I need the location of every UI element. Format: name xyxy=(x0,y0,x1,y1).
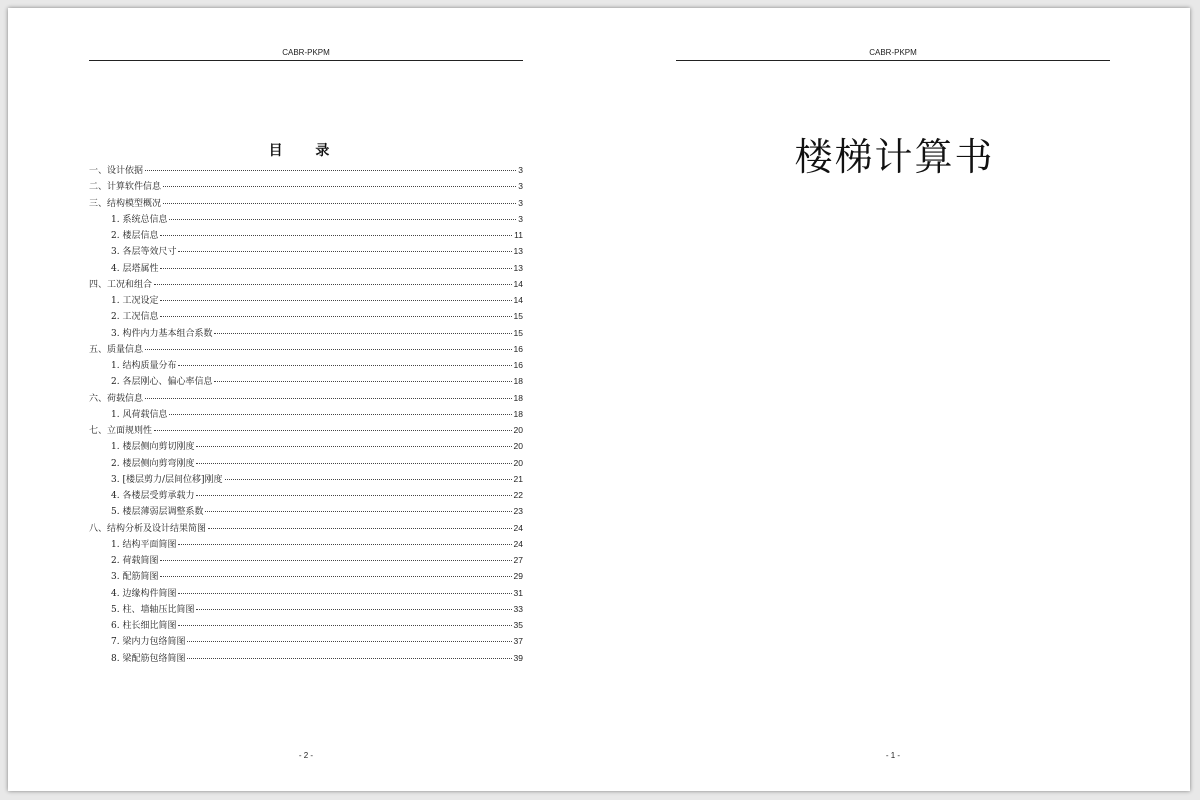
toc-entry[interactable] xyxy=(89,537,523,553)
toc-entry[interactable] xyxy=(89,342,523,358)
toc-entry-label: 2. 楼层侧向剪弯刚度 xyxy=(111,458,195,469)
toc-dot-leader xyxy=(160,300,511,301)
toc-entry-label: 1. 系统总信息 xyxy=(111,214,168,225)
toc-entry-label: 六、荷载信息 xyxy=(89,393,144,404)
toc-entry-page: 3 xyxy=(518,165,523,175)
page-number: - 2 - xyxy=(298,751,314,760)
toc-dot-leader xyxy=(154,430,512,431)
toc-dot-leader xyxy=(160,268,511,269)
toc-dot-leader xyxy=(178,365,511,366)
toc-entry[interactable] xyxy=(89,488,523,504)
toc-entry-page: 3 xyxy=(518,181,523,192)
toc-dot-leader xyxy=(154,284,512,285)
toc-entry[interactable] xyxy=(89,196,523,212)
page-header: CABR-PKPM xyxy=(676,48,1110,61)
toc-entry-label: 4. 各楼层受剪承载力 xyxy=(111,491,195,501)
toc-entry[interactable] xyxy=(89,179,523,195)
page-number: - 1 - xyxy=(885,751,901,760)
toc-entry-page: 21 xyxy=(513,473,523,484)
toc-dot-leader xyxy=(196,609,511,610)
toc-entry-label: 1. 工况设定 xyxy=(111,296,159,306)
toc-dot-leader xyxy=(163,186,516,187)
toc-entry[interactable] xyxy=(89,326,523,342)
toc-entry[interactable] xyxy=(89,504,523,520)
toc-entry[interactable] xyxy=(89,521,523,537)
toc-entry-page: 3 xyxy=(518,213,523,224)
toc-entry-page: 29 xyxy=(513,571,523,582)
toc-entry-page: 3 xyxy=(518,197,523,208)
toc-entry-page: 15 xyxy=(513,327,523,338)
toc-entry[interactable] xyxy=(89,374,523,390)
toc-dot-leader xyxy=(187,658,511,659)
toc-entry[interactable] xyxy=(89,423,523,439)
toc-entry-page: 31 xyxy=(513,587,523,598)
toc-entry-label: 4. 层塔属性 xyxy=(111,263,159,274)
toc-entry-label: 6. 柱长细比简图 xyxy=(111,621,177,631)
toc-entry-label: 7. 梁内力包络简图 xyxy=(111,637,186,648)
toc-entry[interactable] xyxy=(89,212,523,228)
toc-entry[interactable] xyxy=(89,618,523,634)
toc-entry-label: 2. 荷载简图 xyxy=(111,556,159,566)
toc-entry-label: 2. 楼层信息 xyxy=(111,231,159,241)
toc-entry[interactable] xyxy=(89,407,523,423)
toc-entry-label: 5. 柱、墙轴压比简图 xyxy=(111,604,195,615)
document-title: 楼梯计算书 xyxy=(794,135,995,179)
toc-dot-leader xyxy=(178,544,511,545)
toc-entry-label: 二、计算软件信息 xyxy=(89,182,162,193)
toc-dot-leader xyxy=(196,463,511,464)
toc-entry-label: 四、工况和组合 xyxy=(89,279,153,290)
toc-entry-page: 14 xyxy=(513,278,523,289)
toc-entry[interactable] xyxy=(89,602,523,618)
toc-entry-page: 33 xyxy=(513,603,523,614)
toc-dot-leader xyxy=(178,625,511,626)
toc-dot-leader xyxy=(169,414,511,415)
page-header: CABR-PKPM xyxy=(89,48,523,61)
toc-entry-label: 3. 配筋简图 xyxy=(111,572,159,583)
toc-entry-label: 1. 楼层侧向剪切刚度 xyxy=(111,442,195,453)
toc-entry[interactable] xyxy=(89,472,523,488)
toc-dot-leader xyxy=(163,203,516,204)
toc-entry-page: 20 xyxy=(513,425,523,435)
toc-entry-page: 24 xyxy=(513,522,523,533)
toc-entry-page: 22 xyxy=(513,490,523,500)
cover-page xyxy=(599,8,1190,791)
toc-title: 目 录 xyxy=(268,143,344,159)
toc-entry-label: 3. [楼层剪力/层间位移]刚度 xyxy=(111,474,223,485)
toc-page xyxy=(8,8,599,791)
toc-dot-leader xyxy=(145,170,516,171)
toc-dot-leader xyxy=(145,398,512,399)
toc-entry[interactable] xyxy=(89,634,523,650)
toc-entry-label: 3. 各层等效尺寸 xyxy=(111,247,177,258)
toc-dot-leader xyxy=(178,251,511,252)
toc-entry-page: 39 xyxy=(513,652,523,663)
toc-entry-label: 1. 结构平面简图 xyxy=(111,539,177,550)
toc-entry-page: 15 xyxy=(513,311,523,322)
table-of-contents xyxy=(89,163,523,667)
toc-entry-label: 5. 楼层薄弱层调整系数 xyxy=(111,507,204,518)
toc-entry[interactable] xyxy=(89,651,523,667)
toc-entry-page: 13 xyxy=(513,262,523,273)
toc-entry-label: 1. 结构质量分布 xyxy=(111,361,177,371)
toc-entry-page: 37 xyxy=(513,636,523,647)
toc-entry-label: 三、结构模型概况 xyxy=(89,198,162,209)
toc-entry[interactable] xyxy=(89,244,523,260)
toc-entry[interactable] xyxy=(89,456,523,472)
toc-dot-leader xyxy=(160,576,511,577)
document-spread xyxy=(8,8,1190,791)
toc-dot-leader xyxy=(214,381,511,382)
toc-entry-label: 八、结构分析及设计结果简图 xyxy=(89,523,207,534)
toc-dot-leader xyxy=(214,333,511,334)
toc-dot-leader xyxy=(160,316,511,317)
toc-entry[interactable] xyxy=(89,163,523,179)
toc-entry-label: 五、质量信息 xyxy=(89,344,144,355)
toc-entry-page: 13 xyxy=(513,246,523,257)
toc-entry-page: 18 xyxy=(513,408,523,419)
toc-entry[interactable] xyxy=(89,309,523,325)
toc-entry[interactable] xyxy=(89,293,523,309)
toc-entry-label: 一、设计依据 xyxy=(89,166,144,176)
toc-entry-page: 16 xyxy=(513,343,523,354)
toc-dot-leader xyxy=(178,593,511,594)
toc-entry-label: 1. 风荷载信息 xyxy=(111,409,168,420)
toc-dot-leader xyxy=(145,349,512,350)
toc-entry[interactable] xyxy=(89,439,523,455)
toc-dot-leader xyxy=(196,495,511,496)
toc-entry[interactable] xyxy=(89,553,523,569)
toc-entry-page: 18 xyxy=(513,376,523,387)
toc-entry-page: 23 xyxy=(513,506,523,517)
toc-entry-label: 3. 构件内力基本组合系数 xyxy=(111,328,213,339)
toc-entry[interactable] xyxy=(89,261,523,277)
toc-entry-page: 20 xyxy=(513,441,523,452)
toc-dot-leader xyxy=(208,528,512,529)
toc-dot-leader xyxy=(187,641,511,642)
toc-entry-page: 11 xyxy=(514,230,523,240)
toc-entry[interactable] xyxy=(89,391,523,407)
toc-entry-label: 2. 各层刚心、偏心率信息 xyxy=(111,377,213,388)
toc-dot-leader xyxy=(196,446,511,447)
toc-entry-page: 14 xyxy=(513,295,523,305)
toc-entry-page: 16 xyxy=(513,360,523,370)
toc-entry[interactable] xyxy=(89,586,523,602)
toc-entry[interactable] xyxy=(89,569,523,585)
toc-entry-page: 24 xyxy=(513,538,523,549)
toc-dot-leader xyxy=(169,219,516,220)
toc-entry-page: 35 xyxy=(513,620,523,630)
toc-entry-label: 8. 梁配筋包络简图 xyxy=(111,653,186,664)
toc-entry[interactable] xyxy=(89,228,523,244)
toc-entry[interactable] xyxy=(89,277,523,293)
toc-entry-label: 2. 工况信息 xyxy=(111,312,159,323)
toc-dot-leader xyxy=(160,560,511,561)
toc-dot-leader xyxy=(205,511,511,512)
toc-entry-page: 27 xyxy=(513,555,523,565)
toc-dot-leader xyxy=(160,235,512,236)
toc-entry-page: 18 xyxy=(513,392,523,403)
toc-entry-label: 七、立面规则性 xyxy=(89,426,153,436)
toc-entry[interactable] xyxy=(89,358,523,374)
toc-dot-leader xyxy=(225,479,512,480)
toc-entry-page: 20 xyxy=(513,457,523,468)
toc-entry-label: 4. 边缘构件简图 xyxy=(111,588,177,599)
